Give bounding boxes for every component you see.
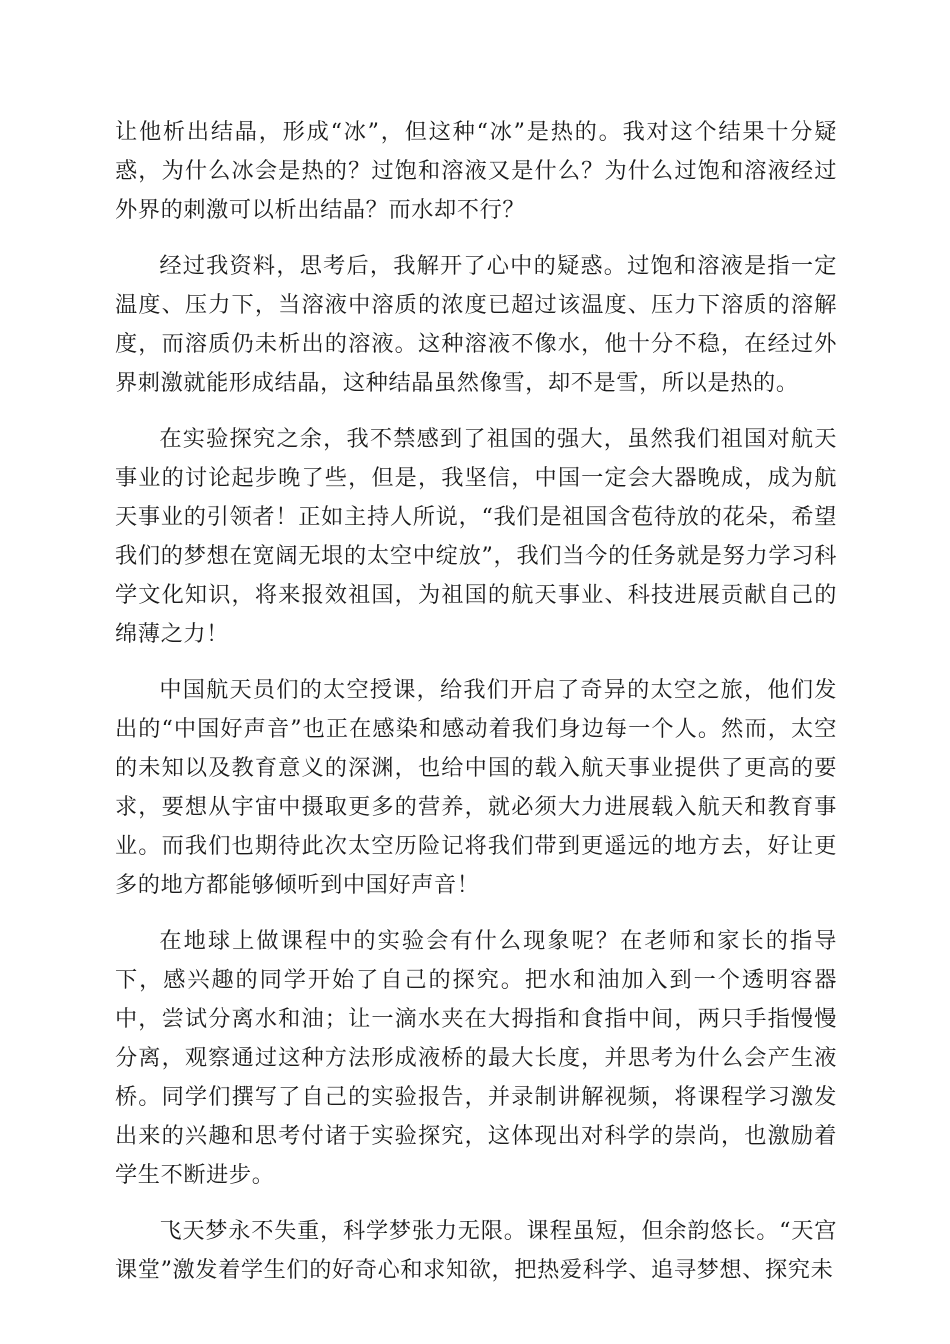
paragraph-1: 让他析出结晶，形成“冰”，但这种“冰”是热的。我对这个结果十分疑惑，为什么冰会是热的？过饱和溶液又是什么？为什么过饱和溶液经过外界的刺激可以析出结晶？而水却不行？ bbox=[115, 119, 837, 223]
paragraph-4: 中国航天员们的太空授课，给我们开启了奇异的太空之旅，他们发出的“中国好声音”也正在感染和感动着我们身边每一个人。然而，太空的未知以及教育意义的深渊，也给中国的载入航天事业提供了更高的要求，要想从宇宙中摄取更多的营养，就必须大力进展载入航天和教育事业。而我们也期待此次太空历险记将我们带到更遥远的地方去，好让更多的地方都能够倾听到中国好声音！ bbox=[115, 677, 837, 898]
paragraph-5: 在地球上做课程中的实验会有什么现象呢？在老师和家长的指导下，感兴趣的同学开始了自己的探究。把水和油加入到一个透明容器中，尝试分离水和油；让一滴水夹在大拇指和食指中间，两只手指慢慢分离，观察通过这种方法形成液桥的最大长度，并思考为什么会产生液桥。同学们撰写了自己的实验报告，并录制讲解视频，将课程学习激发出来的兴趣和思考付诸于实验探究，这体现出对科学的崇尚，也激励着学生不断进步。 bbox=[115, 928, 837, 1188]
document-page bbox=[115, 113, 837, 1307]
paragraph-2: 经过我资料，思考后，我解开了心中的疑惑。过饱和溶液是指一定温度、压力下，当溶液中溶质的浓度已超过该温度、压力下溶质的溶解度，而溶质仍未析出的溶液。这种溶液不像水，他十分不稳，在经过外界刺激就能形成结晶，这种结晶虽然像雪，却不是雪，所以是热的。 bbox=[115, 253, 837, 396]
paragraph-6: 飞天梦永不失重，科学梦张力无限。课程虽短，但余韵悠长。“天宫课堂”激发着学生们的好奇心和求知欲，把热爱科学、追寻梦想、探究未 bbox=[115, 1218, 837, 1283]
paragraph-3: 在实验探究之余，我不禁感到了祖国的强大，虽然我们祖国对航天事业的讨论起步晚了些，但是，我坚信，中国一定会大器晚成，成为航天事业的引领者！正如主持人所说，“我们是祖国含苞待放的花朵，希望我们的梦想在宽阔无垠的太空中绽放”，我们当今的任务就是努力学习科学文化知识，将来报效祖国，为祖国的航天事业、科技进展贡献自己的绵薄之力！ bbox=[115, 426, 837, 647]
